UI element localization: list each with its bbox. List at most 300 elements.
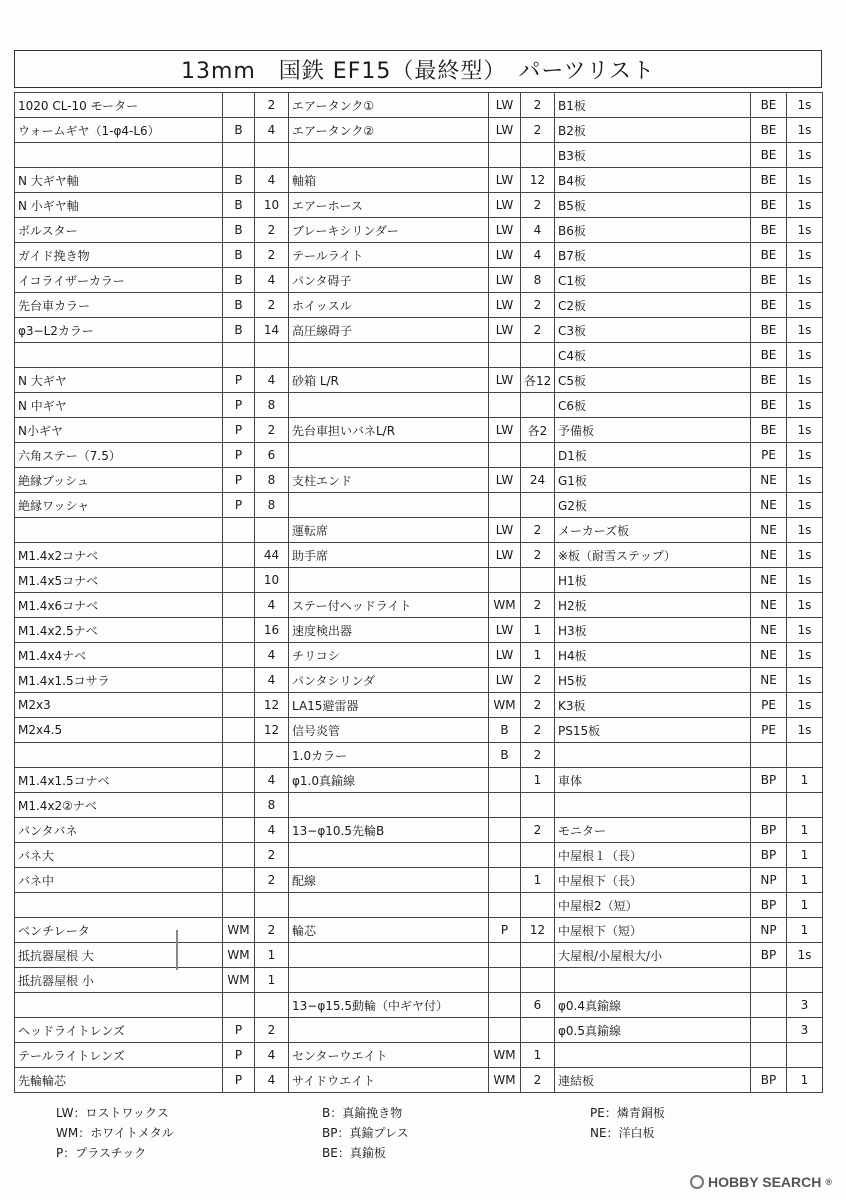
part-name-cell <box>289 1018 489 1043</box>
part-material-cell: LW <box>489 168 521 193</box>
part-material-cell: BE <box>751 243 787 268</box>
part-name-cell: 13−φ15.5動輪（中ギヤ付） <box>289 993 489 1018</box>
part-material-cell <box>223 668 255 693</box>
part-material-cell <box>223 568 255 593</box>
part-quantity-cell: 1s <box>787 243 823 268</box>
part-quantity-cell: 2 <box>521 93 555 118</box>
part-quantity-cell: 2 <box>255 93 289 118</box>
part-quantity-cell: 1 <box>521 618 555 643</box>
part-quantity-cell <box>255 143 289 168</box>
part-material-cell: LW <box>489 668 521 693</box>
part-name-cell: メーカーズ板 <box>555 518 751 543</box>
part-material-cell <box>751 993 787 1018</box>
part-quantity-cell <box>255 993 289 1018</box>
part-material-cell <box>223 843 255 868</box>
part-name-cell: 信号炎管 <box>289 718 489 743</box>
part-name-cell: B6板 <box>555 218 751 243</box>
part-quantity-cell: 2 <box>521 1068 555 1093</box>
part-quantity-cell: 1s <box>787 668 823 693</box>
part-material-cell <box>223 893 255 918</box>
part-material-cell <box>223 343 255 368</box>
part-material-cell <box>489 793 521 818</box>
table-row <box>15 868 823 893</box>
part-name-cell: B1板 <box>555 93 751 118</box>
part-quantity-cell: 2 <box>255 1018 289 1043</box>
part-material-cell <box>223 818 255 843</box>
part-quantity-cell: 12 <box>521 918 555 943</box>
part-quantity-cell: 4 <box>255 643 289 668</box>
title-text: 13mm 国鉄 EF15（最終型） パーツリスト <box>180 58 656 84</box>
table-row <box>15 193 823 218</box>
part-name-cell: ホイッスル <box>289 293 489 318</box>
part-quantity-cell: 2 <box>255 218 289 243</box>
part-material-cell <box>223 143 255 168</box>
part-quantity-cell: 1 <box>521 868 555 893</box>
part-quantity-cell: 12 <box>255 718 289 743</box>
table-row <box>15 743 823 768</box>
part-material-cell: P <box>489 918 521 943</box>
part-material-cell: NE <box>751 593 787 618</box>
part-material-cell: BE <box>751 193 787 218</box>
part-material-cell <box>223 618 255 643</box>
part-material-cell <box>223 593 255 618</box>
page-title <box>14 50 822 88</box>
table-row <box>15 218 823 243</box>
scan-mark <box>176 930 178 970</box>
table-row <box>15 243 823 268</box>
part-name-cell: 先台車担いバネL/R <box>289 418 489 443</box>
part-quantity-cell: 2 <box>521 593 555 618</box>
part-quantity-cell <box>521 493 555 518</box>
part-name-cell: 輪芯 <box>289 918 489 943</box>
part-material-cell <box>489 893 521 918</box>
part-material-cell: B <box>223 218 255 243</box>
table-row <box>15 518 823 543</box>
part-material-cell <box>223 643 255 668</box>
part-name-cell: M1.4x6コナベ <box>15 593 223 618</box>
part-quantity-cell: 2 <box>521 818 555 843</box>
part-material-cell: WM <box>223 918 255 943</box>
part-material-cell <box>489 818 521 843</box>
part-material-cell: BP <box>751 1068 787 1093</box>
part-name-cell <box>555 743 751 768</box>
part-name-cell: C3板 <box>555 318 751 343</box>
part-material-cell: BE <box>751 268 787 293</box>
part-material-cell: P <box>223 368 255 393</box>
part-quantity-cell: 1s <box>787 493 823 518</box>
part-name-cell: 速度検出器 <box>289 618 489 643</box>
part-material-cell <box>751 1018 787 1043</box>
part-quantity-cell: 2 <box>255 843 289 868</box>
part-material-cell <box>489 768 521 793</box>
part-material-cell: LW <box>489 368 521 393</box>
table-row <box>15 493 823 518</box>
part-material-cell: WM <box>489 593 521 618</box>
part-name-cell: B7板 <box>555 243 751 268</box>
part-quantity-cell: 2 <box>521 693 555 718</box>
part-material-cell <box>489 343 521 368</box>
part-name-cell: φ1.0真鍮線 <box>289 768 489 793</box>
part-name-cell <box>555 968 751 993</box>
part-material-cell <box>489 968 521 993</box>
part-material-cell: NE <box>751 518 787 543</box>
part-material-cell: B <box>223 293 255 318</box>
table-row <box>15 768 823 793</box>
part-quantity-cell: 2 <box>521 318 555 343</box>
table-row <box>15 643 823 668</box>
part-quantity-cell <box>521 143 555 168</box>
part-material-cell: P <box>223 1018 255 1043</box>
part-quantity-cell <box>521 793 555 818</box>
part-quantity-cell: 6 <box>255 443 289 468</box>
part-name-cell: M1.4x5コナベ <box>15 568 223 593</box>
part-name-cell: N 中ギヤ <box>15 393 223 418</box>
part-name-cell: H4板 <box>555 643 751 668</box>
part-material-cell: NE <box>751 493 787 518</box>
part-name-cell: 先輪輪芯 <box>15 1068 223 1093</box>
part-name-cell: 1.0カラー <box>289 743 489 768</box>
part-name-cell: ヘッドライトレンズ <box>15 1018 223 1043</box>
table-row <box>15 368 823 393</box>
part-name-cell: 助手席 <box>289 543 489 568</box>
part-quantity-cell: 1 <box>521 768 555 793</box>
table-row <box>15 168 823 193</box>
part-name-cell: B3板 <box>555 143 751 168</box>
part-quantity-cell: 1s <box>787 343 823 368</box>
part-quantity-cell: 1s <box>787 118 823 143</box>
part-material-cell <box>489 843 521 868</box>
part-name-cell: モニター <box>555 818 751 843</box>
part-material-cell: BE <box>751 218 787 243</box>
part-material-cell: BE <box>751 293 787 318</box>
part-name-cell: C2板 <box>555 293 751 318</box>
part-quantity-cell <box>521 393 555 418</box>
part-quantity-cell: 8 <box>255 493 289 518</box>
table-row <box>15 118 823 143</box>
part-quantity-cell <box>787 793 823 818</box>
part-quantity-cell: 4 <box>255 118 289 143</box>
part-name-cell: G1板 <box>555 468 751 493</box>
part-quantity-cell: 16 <box>255 618 289 643</box>
part-material-cell: NE <box>751 668 787 693</box>
part-name-cell: 配線 <box>289 868 489 893</box>
watermark-registered-mark: ® <box>825 1177 832 1187</box>
part-material-cell: BP <box>751 768 787 793</box>
part-quantity-cell: 4 <box>255 668 289 693</box>
part-name-cell: パンタシリンダ <box>289 668 489 693</box>
part-quantity-cell: 2 <box>521 743 555 768</box>
part-quantity-cell: 1s <box>787 618 823 643</box>
part-name-cell: 軸箱 <box>289 168 489 193</box>
legend-item: B：真鍮挽き物 <box>322 1106 403 1120</box>
part-material-cell: NE <box>751 468 787 493</box>
part-material-cell: WM <box>489 1043 521 1068</box>
part-quantity-cell <box>521 568 555 593</box>
part-material-cell: B <box>489 718 521 743</box>
part-material-cell: BE <box>751 168 787 193</box>
part-quantity-cell: 24 <box>521 468 555 493</box>
table-row <box>15 918 823 943</box>
part-quantity-cell <box>255 518 289 543</box>
legend-item: BE：真鍮板 <box>322 1146 386 1160</box>
part-quantity-cell: 1 <box>255 968 289 993</box>
part-material-cell: LW <box>489 468 521 493</box>
part-material-cell: LW <box>489 293 521 318</box>
part-quantity-cell: 1s <box>787 943 823 968</box>
part-name-cell: エアータンク① <box>289 93 489 118</box>
table-row <box>15 1043 823 1068</box>
part-name-cell <box>289 793 489 818</box>
part-material-cell: NP <box>751 918 787 943</box>
part-material-cell: NE <box>751 618 787 643</box>
part-name-cell <box>289 568 489 593</box>
part-material-cell: P <box>223 393 255 418</box>
part-material-cell: P <box>223 418 255 443</box>
part-quantity-cell: 各2 <box>521 418 555 443</box>
part-material-cell <box>489 393 521 418</box>
part-name-cell <box>289 843 489 868</box>
table-row <box>15 593 823 618</box>
part-name-cell: 大屋根/小屋根大/小 <box>555 943 751 968</box>
part-quantity-cell: 10 <box>255 568 289 593</box>
part-quantity-cell: 1s <box>787 418 823 443</box>
part-material-cell: B <box>223 318 255 343</box>
part-material-cell: P <box>223 1068 255 1093</box>
part-name-cell: 絶縁ワッシャ <box>15 493 223 518</box>
part-material-cell: LW <box>489 318 521 343</box>
part-quantity-cell <box>255 343 289 368</box>
part-material-cell: LW <box>489 543 521 568</box>
part-material-cell <box>223 693 255 718</box>
part-name-cell: ガイド挽き物 <box>15 243 223 268</box>
part-name-cell <box>15 993 223 1018</box>
part-quantity-cell: 1 <box>787 768 823 793</box>
part-quantity-cell: 1 <box>787 818 823 843</box>
part-material-cell <box>489 443 521 468</box>
part-material-cell: LW <box>489 118 521 143</box>
part-material-cell: B <box>223 168 255 193</box>
legend-item: NE：洋白板 <box>590 1126 655 1140</box>
part-name-cell: 先台車カラー <box>15 293 223 318</box>
part-material-cell: LW <box>489 518 521 543</box>
part-quantity-cell: 1 <box>787 843 823 868</box>
part-name-cell: H2板 <box>555 593 751 618</box>
table-row <box>15 993 823 1018</box>
part-name-cell: 連結板 <box>555 1068 751 1093</box>
part-material-cell: LW <box>489 93 521 118</box>
legend-column-2 <box>322 1103 409 1163</box>
table-row <box>15 443 823 468</box>
part-material-cell: LW <box>489 193 521 218</box>
table-row <box>15 293 823 318</box>
part-quantity-cell <box>521 893 555 918</box>
part-quantity-cell: 1s <box>787 443 823 468</box>
part-quantity-cell <box>255 893 289 918</box>
legend-item: PE：燐青銅板 <box>590 1106 665 1120</box>
part-name-cell <box>289 343 489 368</box>
part-name-cell: 砂箱 L/R <box>289 368 489 393</box>
part-quantity-cell: 2 <box>521 293 555 318</box>
part-name-cell: M1.4x1.5コサラ <box>15 668 223 693</box>
part-quantity-cell: 4 <box>255 818 289 843</box>
part-material-cell <box>223 718 255 743</box>
table-row <box>15 568 823 593</box>
watermark-text: HOBBY SEARCH <box>708 1174 822 1190</box>
part-name-cell: 運転席 <box>289 518 489 543</box>
part-name-cell: H5板 <box>555 668 751 693</box>
table-row <box>15 968 823 993</box>
part-material-cell <box>223 793 255 818</box>
part-name-cell: 抵抗器屋根 小 <box>15 968 223 993</box>
part-name-cell: M1.4x1.5コナベ <box>15 768 223 793</box>
part-quantity-cell: 1 <box>521 1043 555 1068</box>
part-quantity-cell: 1 <box>787 893 823 918</box>
part-quantity-cell: 1s <box>787 93 823 118</box>
part-material-cell <box>751 793 787 818</box>
part-material-cell <box>223 993 255 1018</box>
part-quantity-cell: 3 <box>787 1018 823 1043</box>
table-row <box>15 343 823 368</box>
part-name-cell: φ3−L2カラー <box>15 318 223 343</box>
part-quantity-cell: 3 <box>787 993 823 1018</box>
part-name-cell: φ0.5真鍮線 <box>555 1018 751 1043</box>
table-row <box>15 468 823 493</box>
part-material-cell <box>751 743 787 768</box>
part-quantity-cell: 2 <box>521 193 555 218</box>
part-name-cell: ウォームギヤ（1-φ4-L6） <box>15 118 223 143</box>
table-row <box>15 418 823 443</box>
part-material-cell: BE <box>751 143 787 168</box>
part-name-cell: LA15避雷器 <box>289 693 489 718</box>
part-material-cell: B <box>223 118 255 143</box>
part-name-cell <box>289 143 489 168</box>
part-name-cell: B4板 <box>555 168 751 193</box>
legend-item: P：プラスチック <box>56 1146 147 1160</box>
part-material-cell <box>223 743 255 768</box>
part-name-cell: D1板 <box>555 443 751 468</box>
part-material-cell <box>489 143 521 168</box>
part-name-cell: 車体 <box>555 768 751 793</box>
part-name-cell: 1020 CL-10 モーター <box>15 93 223 118</box>
part-name-cell: ブレーキシリンダー <box>289 218 489 243</box>
part-name-cell: 13−φ10.5先輪B <box>289 818 489 843</box>
part-name-cell: G2板 <box>555 493 751 518</box>
part-name-cell: H1板 <box>555 568 751 593</box>
part-quantity-cell: 12 <box>255 693 289 718</box>
part-quantity-cell: 1 <box>787 868 823 893</box>
part-material-cell: NE <box>751 543 787 568</box>
part-material-cell <box>223 93 255 118</box>
part-quantity-cell: 1s <box>787 568 823 593</box>
part-name-cell <box>289 968 489 993</box>
part-name-cell: M1.4x2.5ナベ <box>15 618 223 643</box>
part-name-cell: ※板（耐雪ステップ） <box>555 543 751 568</box>
part-name-cell: N 小ギヤ軸 <box>15 193 223 218</box>
part-name-cell: C1板 <box>555 268 751 293</box>
part-name-cell: 高圧線碍子 <box>289 318 489 343</box>
table-row <box>15 318 823 343</box>
part-quantity-cell: 1s <box>787 268 823 293</box>
part-name-cell: φ0.4真鍮線 <box>555 993 751 1018</box>
part-quantity-cell: 1 <box>787 1068 823 1093</box>
part-material-cell: WM <box>223 968 255 993</box>
part-name-cell: H3板 <box>555 618 751 643</box>
part-name-cell: バネ中 <box>15 868 223 893</box>
part-name-cell: M2x3 <box>15 693 223 718</box>
part-name-cell <box>555 793 751 818</box>
part-name-cell: テールライト <box>289 243 489 268</box>
part-material-cell: LW <box>489 218 521 243</box>
parts-table-body <box>15 93 823 1093</box>
part-material-cell <box>489 943 521 968</box>
part-material-cell: B <box>223 193 255 218</box>
part-quantity-cell <box>521 443 555 468</box>
part-quantity-cell: 1s <box>787 318 823 343</box>
part-name-cell: エアーホース <box>289 193 489 218</box>
part-quantity-cell: 1s <box>787 218 823 243</box>
part-name-cell: M1.4x4ナベ <box>15 643 223 668</box>
part-quantity-cell: 1s <box>787 143 823 168</box>
part-name-cell: チリコシ <box>289 643 489 668</box>
table-row <box>15 718 823 743</box>
part-quantity-cell: 各12 <box>521 368 555 393</box>
part-name-cell: M2x4.5 <box>15 718 223 743</box>
part-material-cell: PE <box>751 693 787 718</box>
part-name-cell <box>15 518 223 543</box>
part-name-cell: M1.4x2コナベ <box>15 543 223 568</box>
part-quantity-cell: 14 <box>255 318 289 343</box>
part-material-cell: NE <box>751 643 787 668</box>
legend-item: LW：ロストワックス <box>56 1106 169 1120</box>
part-quantity-cell: 4 <box>255 1068 289 1093</box>
part-quantity-cell: 1s <box>787 693 823 718</box>
part-quantity-cell <box>787 968 823 993</box>
part-name-cell: N 大ギヤ軸 <box>15 168 223 193</box>
part-material-cell: P <box>223 493 255 518</box>
part-name-cell: ステー付ヘッドライト <box>289 593 489 618</box>
part-name-cell: 絶縁ブッシュ <box>15 468 223 493</box>
part-name-cell: エアータンク② <box>289 118 489 143</box>
part-name-cell: テールライトレンズ <box>15 1043 223 1068</box>
part-quantity-cell: 1s <box>787 643 823 668</box>
part-material-cell <box>223 518 255 543</box>
part-quantity-cell: 2 <box>521 668 555 693</box>
part-material-cell: LW <box>489 418 521 443</box>
part-quantity-cell <box>521 968 555 993</box>
part-material-cell: BE <box>751 368 787 393</box>
part-name-cell <box>15 143 223 168</box>
part-material-cell <box>751 968 787 993</box>
part-material-cell <box>223 868 255 893</box>
part-material-cell: P <box>223 468 255 493</box>
part-quantity-cell: 2 <box>521 518 555 543</box>
part-name-cell: PS15板 <box>555 718 751 743</box>
part-material-cell <box>489 568 521 593</box>
part-quantity-cell: 6 <box>521 993 555 1018</box>
part-name-cell: パンタバネ <box>15 818 223 843</box>
part-quantity-cell: 2 <box>255 293 289 318</box>
table-row <box>15 268 823 293</box>
table-row <box>15 943 823 968</box>
part-material-cell: WM <box>223 943 255 968</box>
part-quantity-cell: 2 <box>521 718 555 743</box>
part-name-cell: 予備板 <box>555 418 751 443</box>
hobby-search-logo-icon <box>690 1175 704 1189</box>
part-material-cell: BP <box>751 893 787 918</box>
part-name-cell: イコライザーカラー <box>15 268 223 293</box>
part-quantity-cell: 8 <box>255 468 289 493</box>
part-name-cell: センターウエイト <box>289 1043 489 1068</box>
